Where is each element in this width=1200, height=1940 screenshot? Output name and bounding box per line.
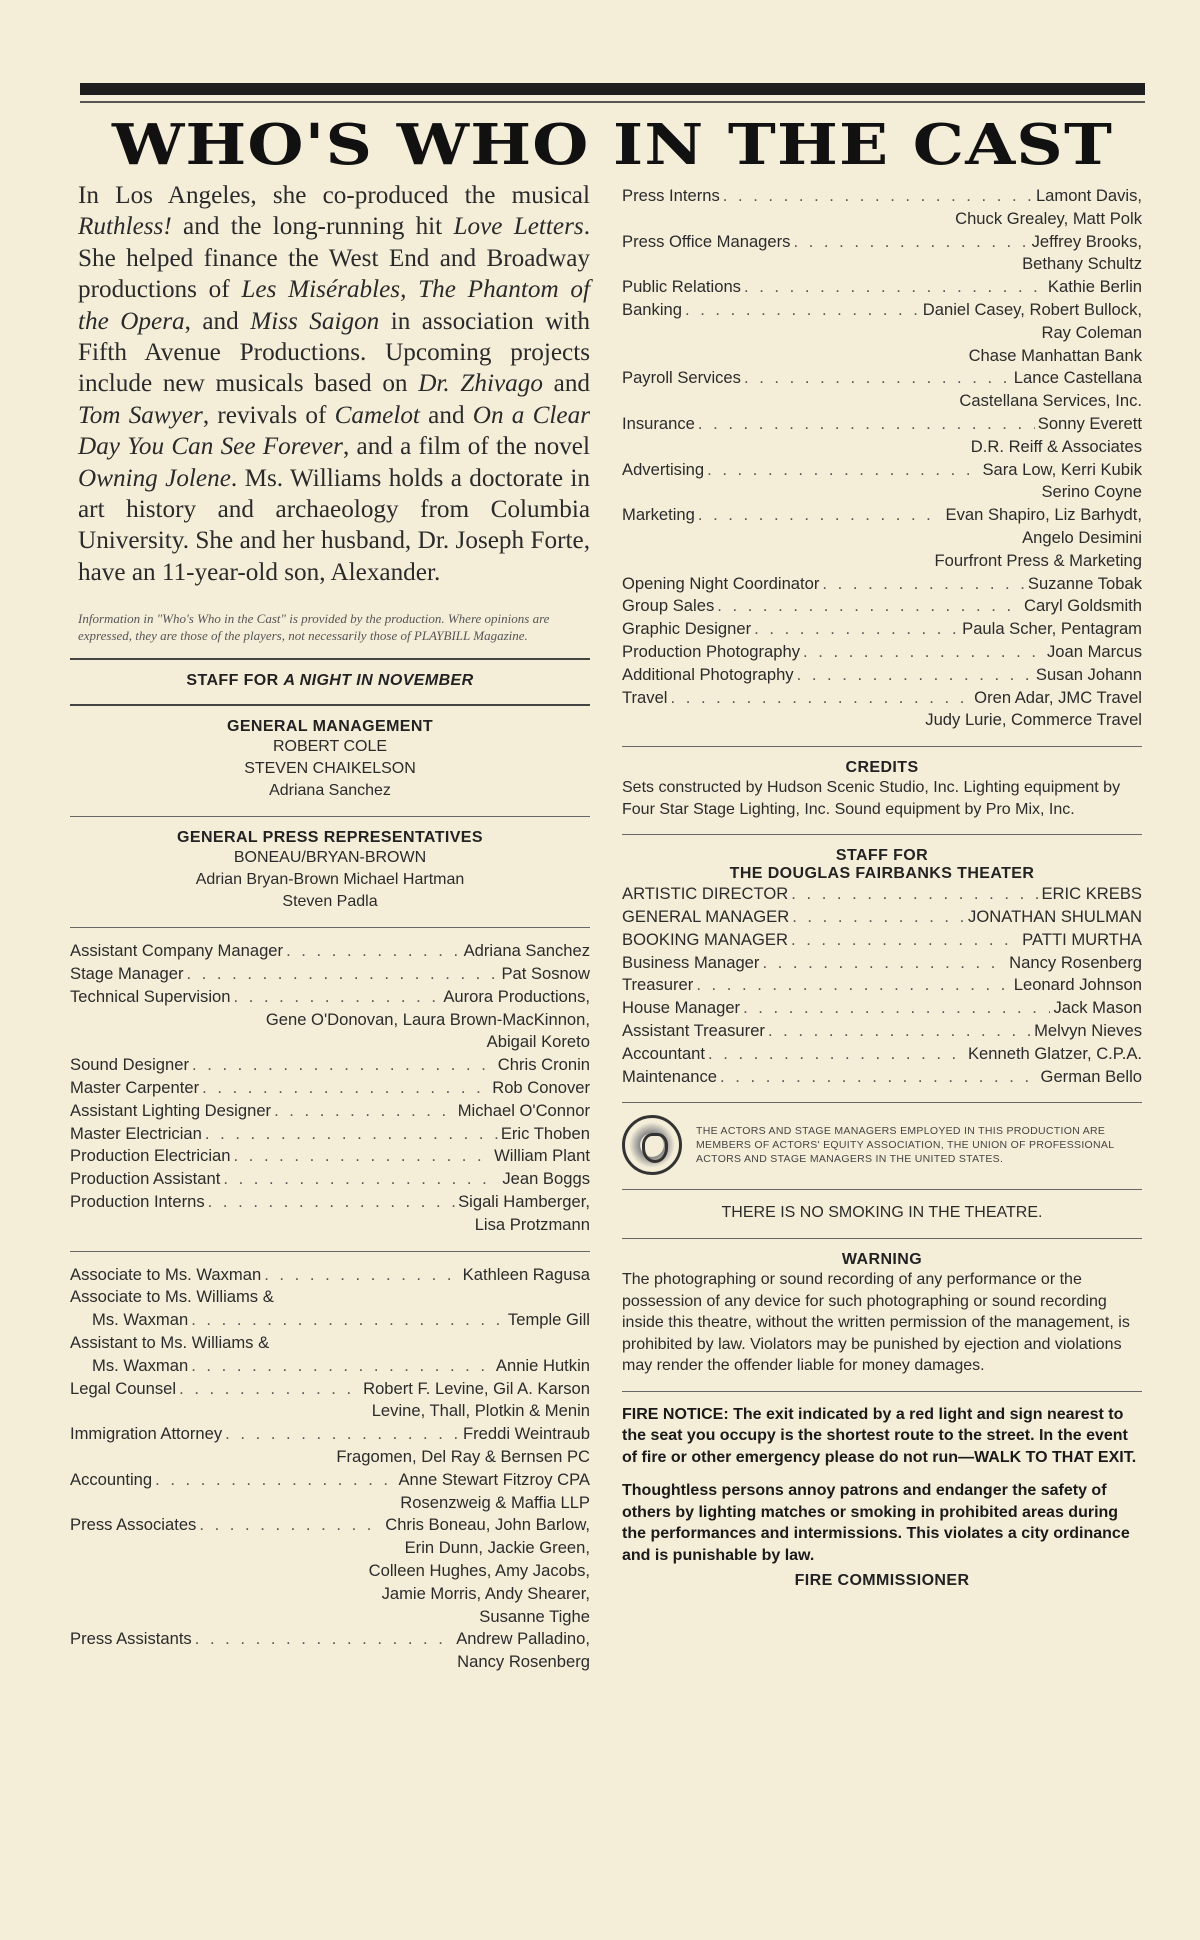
person: Paula Scher, Pentagram xyxy=(962,619,1142,639)
person: Susan Johann xyxy=(1035,664,1142,684)
staff-entry xyxy=(70,963,590,986)
staff-entry xyxy=(622,974,1142,997)
person: Chris Cronin xyxy=(497,1055,590,1075)
continuation: Angelo Desimini xyxy=(1022,527,1142,547)
bio-text: in association with Fifth Avenue Productions. Upcoming projects include new musicals based on xyxy=(78,307,590,398)
role: Graphic Designer xyxy=(622,619,752,639)
fire-commissioner: FIRE COMMISSIONER xyxy=(794,1572,970,1590)
staff-entry xyxy=(622,883,1142,906)
continuation: Fragomen, Del Ray & Bernsen PC xyxy=(336,1447,590,1467)
bio-text: , revivals of xyxy=(202,401,335,429)
continuation: Susanne Tighe xyxy=(479,1606,590,1626)
page-title: WHO'S WHO IN THE CAST xyxy=(111,112,1114,178)
staff-entry xyxy=(622,664,1142,687)
bio-text: . She helped finance the West End and Broadway productions of xyxy=(78,213,591,304)
name-line: BONEAU/BRYAN-BROWN xyxy=(233,849,427,867)
staff-entry xyxy=(622,641,1142,664)
name-line: Adriana Sanchez xyxy=(269,782,391,800)
role: Accountant xyxy=(622,1043,706,1063)
bio-text: and xyxy=(542,370,591,398)
person: Melvyn Nieves xyxy=(1034,1020,1142,1040)
staff-entry xyxy=(70,1469,590,1492)
role: Banking xyxy=(622,299,682,319)
continuation: Gene O'Donovan, Laura Brown-MacKinnon, xyxy=(265,1009,590,1029)
bio-title: Love Letters xyxy=(453,213,584,241)
person: Sigali Hamberger, xyxy=(458,1192,590,1212)
role-line: Assistant to Ms. Williams & xyxy=(70,1333,270,1353)
union-text: THE ACTORS AND STAGE MANAGERS EMPLOYED IN THIS PRODUCTION ARE MEMBERS OF ACTORS' EQUITY ASSOCIATION, THE UNION OF PROFESSIONAL ACTORS AND STAGE MANAGERS IN THE UNITED STATES. xyxy=(696,1125,1114,1166)
credits-header: CREDITS xyxy=(845,759,919,777)
person: Aurora Productions, xyxy=(443,986,590,1006)
bio-text: and xyxy=(419,401,473,429)
theater-staff-header: STAFF FOR xyxy=(835,847,929,865)
staff-entry xyxy=(622,906,1142,929)
person: Jack Mason xyxy=(1053,998,1142,1018)
staff-entry xyxy=(622,595,1142,618)
continuation: Rosenzweig & Maffia LLP xyxy=(400,1492,590,1512)
person: Leonard Johnson xyxy=(1013,975,1142,995)
person: Adriana Sanchez xyxy=(463,941,590,961)
role-line: Associate to Ms. Williams & xyxy=(70,1287,274,1307)
staff-entry xyxy=(70,986,590,1009)
role: Production Photography xyxy=(622,641,801,661)
person: Sara Low, Kerri Kubik xyxy=(982,459,1142,479)
general-management-names xyxy=(70,736,590,802)
theater-staff-list xyxy=(622,883,1142,1088)
role: Business Manager xyxy=(622,952,760,972)
role: Production Interns xyxy=(70,1192,205,1212)
role: Assistant Company Manager xyxy=(70,941,284,961)
person: Sonny Everett xyxy=(1037,413,1142,433)
left-column xyxy=(70,180,590,1674)
staff-entry xyxy=(70,1628,590,1651)
name-line: ROBERT COLE xyxy=(272,738,388,756)
person: Andrew Palladino, xyxy=(456,1629,590,1649)
role: Press Interns xyxy=(622,186,720,205)
staff-entry xyxy=(622,276,1142,299)
staff-entry xyxy=(70,1123,590,1146)
role: Payroll Services xyxy=(622,368,741,388)
role: Treasurer xyxy=(622,975,694,995)
continuation: Ray Coleman xyxy=(1041,322,1142,342)
staff-list-3 xyxy=(622,185,1142,732)
role: Master Carpenter xyxy=(70,1078,200,1098)
role: ARTISTIC DIRECTOR xyxy=(622,884,789,904)
person: Daniel Casey, Robert Bullock, xyxy=(922,299,1142,319)
continuation: Lisa Protzmann xyxy=(474,1214,590,1234)
continuation: Levine, Thall, Plotkin & Menin xyxy=(371,1401,590,1421)
person: PATTI MURTHA xyxy=(1022,929,1142,949)
person: Suzanne Tobak xyxy=(1027,573,1142,593)
role: Ms. Waxman xyxy=(92,1310,189,1330)
person: Eric Thoben xyxy=(500,1123,590,1143)
staff-entry xyxy=(70,1423,590,1446)
staff-entry xyxy=(70,1168,590,1191)
bio-title: Tom Sawyer xyxy=(78,401,203,429)
role: Press Associates xyxy=(70,1515,197,1535)
person: Jeffrey Brooks, xyxy=(1031,231,1142,251)
union-notice xyxy=(622,1115,1142,1175)
divider xyxy=(622,834,1142,835)
role: Assistant Treasurer xyxy=(622,1020,765,1040)
role: Production Electrician xyxy=(70,1146,231,1166)
role: House Manager xyxy=(622,998,741,1018)
continuation: Colleen Hughes, Amy Jacobs, xyxy=(368,1561,590,1580)
role: Public Relations xyxy=(622,277,741,297)
staff-header-prefix: STAFF FOR xyxy=(186,672,284,690)
divider xyxy=(70,658,590,660)
staff-entry xyxy=(70,1145,590,1168)
continuation: Judy Lurie, Commerce Travel xyxy=(925,710,1142,730)
role: Production Assistant xyxy=(70,1169,221,1189)
person: Kathleen Ragusa xyxy=(462,1264,590,1284)
continuation: Chase Manhattan Bank xyxy=(968,345,1142,365)
continuation: Jamie Morris, Andy Shearer, xyxy=(381,1583,590,1603)
role: Press Assistants xyxy=(70,1629,192,1649)
bio-title: Camelot xyxy=(334,401,420,429)
staff-entry xyxy=(622,299,1142,322)
top-rule-thin xyxy=(80,101,1145,103)
role: GENERAL MANAGER xyxy=(622,906,790,926)
staff-entry xyxy=(622,929,1142,952)
fire-notice: FIRE NOTICE: The exit indicated by a red light and sign nearest to the seat you occupy is the shortest route to the street. In the event of fire or other emergency please do not run—WALK TO THAT EXIT. xyxy=(622,1405,1137,1466)
person: ERIC KREBS xyxy=(1041,884,1142,904)
role: Opening Night Coordinator xyxy=(622,573,820,593)
person: Annie Hutkin xyxy=(495,1355,590,1375)
thoughtless-notice: Thoughtless persons annoy patrons and endanger the safety of others by lighting matches or smoking in prohibited areas during the performances and intermissions. This violates a city ordinance and is punishable by law. xyxy=(622,1482,1130,1564)
bio-title: Owning Jolene xyxy=(78,464,231,492)
person: German Bello xyxy=(1040,1066,1142,1086)
staff-entry xyxy=(622,952,1142,975)
person: Freddi Weintraub xyxy=(463,1424,590,1444)
staff-entry xyxy=(622,185,1142,208)
general-management-header: GENERAL MANAGEMENT xyxy=(226,718,434,736)
info-note: Information in "Who's Who in the Cast" is provided by the production. Where opinions are expressed, they are those of the players, not necessarily those of PLAYBILL Magazine. xyxy=(78,611,550,644)
person: Caryl Goldsmith xyxy=(1023,596,1142,616)
staff-entry xyxy=(622,997,1142,1020)
staff-entry xyxy=(622,1020,1142,1043)
bio-text: , and a film of the novel xyxy=(342,433,590,461)
person: Lamont Davis, xyxy=(1035,186,1142,205)
bio-paragraph xyxy=(70,180,590,588)
person: Rob Conover xyxy=(492,1078,590,1098)
staff-entry xyxy=(70,1191,590,1214)
person: Joan Marcus xyxy=(1047,641,1142,661)
staff-entry xyxy=(70,1378,590,1401)
staff-entry xyxy=(70,1309,590,1332)
role: Marketing xyxy=(622,505,695,525)
divider xyxy=(622,1189,1142,1190)
credits-text: Sets constructed by Hudson Scenic Studio, Inc. Lighting equipment by Four Star Stage Lighting, Inc. Sound equipment by Pro Mix, Inc. xyxy=(622,779,1121,818)
staff-entry xyxy=(622,231,1142,254)
role: Travel xyxy=(622,687,668,707)
staff-entry xyxy=(622,618,1142,641)
role: Group Sales xyxy=(622,596,715,616)
right-column xyxy=(622,185,1142,1590)
continuation: Serino Coyne xyxy=(1041,482,1142,502)
divider xyxy=(622,1238,1142,1239)
continuation: Castellana Services, Inc. xyxy=(959,391,1142,411)
continuation: Bethany Schultz xyxy=(1022,254,1142,274)
divider xyxy=(622,1102,1142,1103)
person: Michael O'Connor xyxy=(457,1100,590,1120)
staff-entry xyxy=(622,413,1142,436)
staff-entry xyxy=(622,1043,1142,1066)
person: Kathie Berlin xyxy=(1047,277,1142,297)
staff-entry xyxy=(622,504,1142,527)
staff-entry xyxy=(70,1514,590,1537)
role: Insurance xyxy=(622,413,695,433)
divider xyxy=(622,746,1142,747)
person: JONATHAN SHULMAN xyxy=(968,906,1142,926)
staff-entry xyxy=(70,940,590,963)
role: Additional Photography xyxy=(622,664,794,684)
staff-entry xyxy=(622,1066,1142,1089)
role: Press Office Managers xyxy=(622,231,791,251)
bio-text: and the long-running hit xyxy=(171,213,454,241)
staff-entry xyxy=(70,1100,590,1123)
top-rule xyxy=(80,83,1145,95)
press-reps-names xyxy=(70,847,590,913)
warning-header: WARNING xyxy=(841,1251,923,1269)
person: Robert F. Levine, Gil A. Karson xyxy=(363,1378,590,1398)
staff-entry xyxy=(70,1077,590,1100)
person: William Plant xyxy=(494,1146,590,1166)
press-reps-header: GENERAL PRESS REPRESENTATIVES xyxy=(177,829,483,847)
role: Ms. Waxman xyxy=(92,1355,189,1375)
divider xyxy=(70,927,590,928)
staff-entry xyxy=(70,1054,590,1077)
role: Stage Manager xyxy=(70,964,184,984)
name-line: Steven Padla xyxy=(282,893,378,911)
person: Temple Gill xyxy=(507,1310,590,1330)
role: Technical Supervision xyxy=(70,986,231,1006)
staff-entry xyxy=(70,1355,590,1378)
continuation: Fourfront Press & Marketing xyxy=(934,550,1142,570)
warning-text: The photographing or sound recording of any performance or the possession of any device for such photographing or sound recording inside this theatre, without the written permission of the management, is prohibited by law. Violators may be punished by ejection and violations may render the offender liable for money damages. xyxy=(622,1271,1130,1375)
continuation: Abigail Koreto xyxy=(486,1032,590,1052)
staff-list-1 xyxy=(70,940,590,1236)
person: Pat Sosnow xyxy=(501,964,590,984)
bio-text: , and xyxy=(184,307,251,335)
role: Accounting xyxy=(70,1469,153,1489)
staff-header-show: A NIGHT IN NOVEMBER xyxy=(283,672,474,690)
continuation: Nancy Rosenberg xyxy=(457,1652,590,1672)
staff-header xyxy=(70,672,590,690)
bio-title: Les Misérables, The Phantom of the Opera xyxy=(78,276,590,335)
actors-equity-logo-icon xyxy=(622,1115,682,1175)
divider xyxy=(70,1251,590,1252)
person: Jean Boggs xyxy=(502,1169,590,1189)
role: Maintenance xyxy=(622,1066,718,1086)
person: Nancy Rosenberg xyxy=(1009,952,1142,972)
staff-entry xyxy=(622,367,1142,390)
name-line: STEVEN CHAIKELSON xyxy=(244,760,416,778)
role: Assistant Lighting Designer xyxy=(70,1100,272,1120)
role: Advertising xyxy=(622,459,705,479)
role: Master Electrician xyxy=(70,1123,202,1143)
name-line: Adrian Bryan-Brown Michael Hartman xyxy=(195,871,465,889)
staff-entry xyxy=(622,459,1142,482)
staff-entry xyxy=(70,1264,590,1287)
continuation: D.R. Reiff & Associates xyxy=(970,436,1142,456)
role: Legal Counsel xyxy=(70,1378,177,1398)
theater-name-header: THE DOUGLAS FAIRBANKS THEATER xyxy=(729,865,1035,883)
bio-title: Ruthless! xyxy=(78,213,172,241)
role: Associate to Ms. Waxman xyxy=(70,1264,262,1284)
continuation: Erin Dunn, Jackie Green, xyxy=(404,1538,590,1558)
divider xyxy=(70,816,590,817)
no-smoking-notice: THERE IS NO SMOKING IN THE THEATRE. xyxy=(721,1204,1043,1222)
person: Evan Shapiro, Liz Barhydt, xyxy=(945,505,1142,525)
person: Oren Adar, JMC Travel xyxy=(974,687,1142,707)
bio-text: In Los Angeles, she co-produced the musical xyxy=(78,182,590,209)
continuation: Chuck Grealey, Matt Polk xyxy=(955,208,1142,228)
person: Chris Boneau, John Barlow, xyxy=(385,1515,590,1535)
person: Anne Stewart Fitzroy CPA xyxy=(398,1469,590,1489)
staff-entry xyxy=(622,573,1142,596)
role: Immigration Attorney xyxy=(70,1424,223,1444)
role: Sound Designer xyxy=(70,1055,190,1075)
divider xyxy=(70,704,590,706)
role: BOOKING MANAGER xyxy=(622,929,788,949)
person: Lance Castellana xyxy=(1013,368,1142,388)
bio-title: On a Clear Day You Can See Forever xyxy=(78,401,590,461)
staff-entry xyxy=(622,687,1142,710)
bio-text: . Ms. Williams holds a doctorate in art history and archaeology from Columbia University. She and her husband, Dr. Joseph Forte, have an 11-year-old son, Alexander. xyxy=(78,464,590,586)
divider xyxy=(622,1391,1142,1392)
staff-list-2 xyxy=(70,1264,590,1674)
bio-title: Dr. Zhivago xyxy=(418,370,543,398)
person: Kenneth Glatzer, C.P.A. xyxy=(967,1043,1142,1063)
bio-title: Miss Saigon xyxy=(250,307,380,335)
